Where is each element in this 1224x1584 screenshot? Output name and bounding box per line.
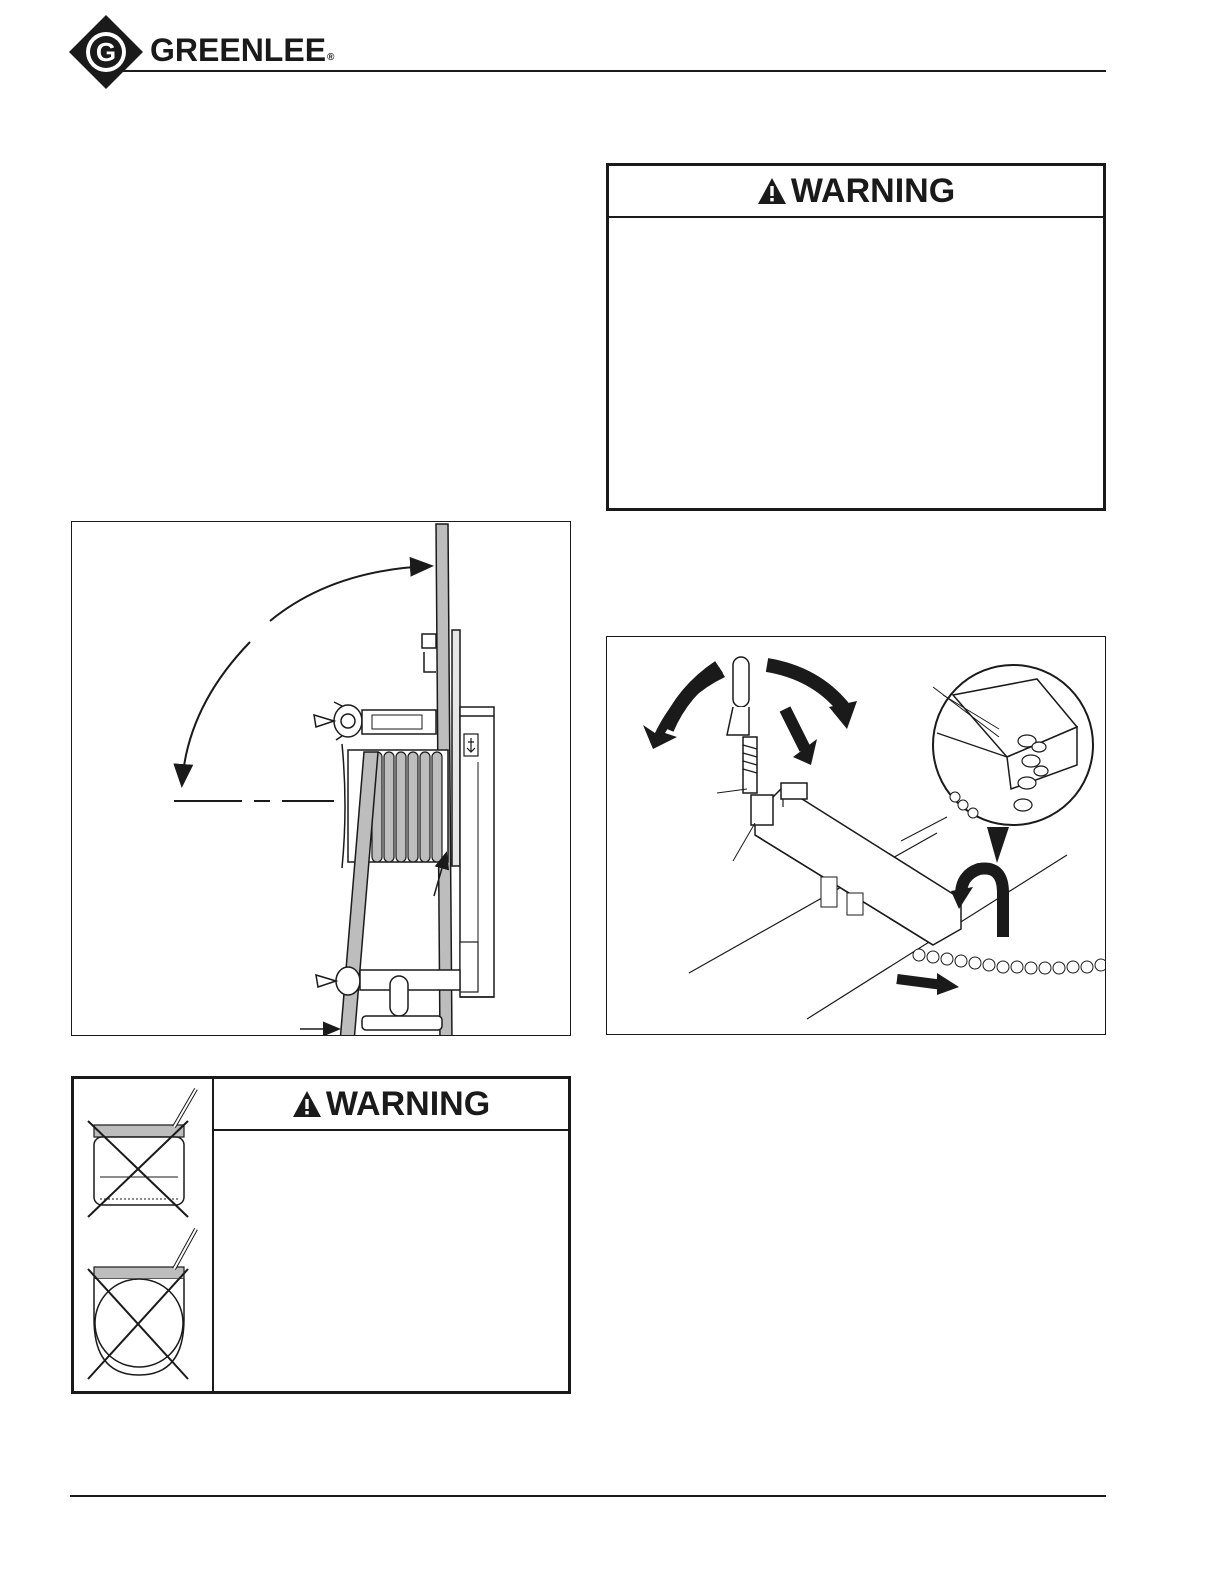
chain-vise-rotation-diagram: [72, 522, 571, 1036]
logo-letter: G: [95, 37, 117, 67]
footer-rule: [70, 1495, 1106, 1497]
logo-diamond-icon: [68, 14, 144, 90]
brand-name: GREENLEE: [150, 32, 327, 68]
warning-header: [214, 1079, 568, 1131]
incorrect-usage-illustrations: [74, 1079, 210, 1391]
incorrect-round-pipe-icon: [94, 1229, 196, 1375]
figure-vise-handle-operation: [606, 636, 1106, 1035]
warning-triangle-icon: [292, 1090, 322, 1118]
figure-vise-rotation: [71, 521, 571, 1036]
incorrect-square-tube-icon: [94, 1089, 196, 1205]
registered-mark: ®: [327, 52, 335, 63]
warning-header: [609, 166, 1103, 218]
header-rule: [118, 70, 1106, 72]
warning-title: WARNING: [325, 1084, 491, 1123]
warning-triangle-icon: [757, 177, 787, 205]
warning-box-bottom: [71, 1076, 571, 1394]
warning-title: WARNING: [790, 171, 956, 210]
warning-illustration-column: [74, 1079, 214, 1391]
chain-vise-handle-operation-diagram: [607, 637, 1106, 1035]
warning-box-top: [606, 163, 1106, 511]
